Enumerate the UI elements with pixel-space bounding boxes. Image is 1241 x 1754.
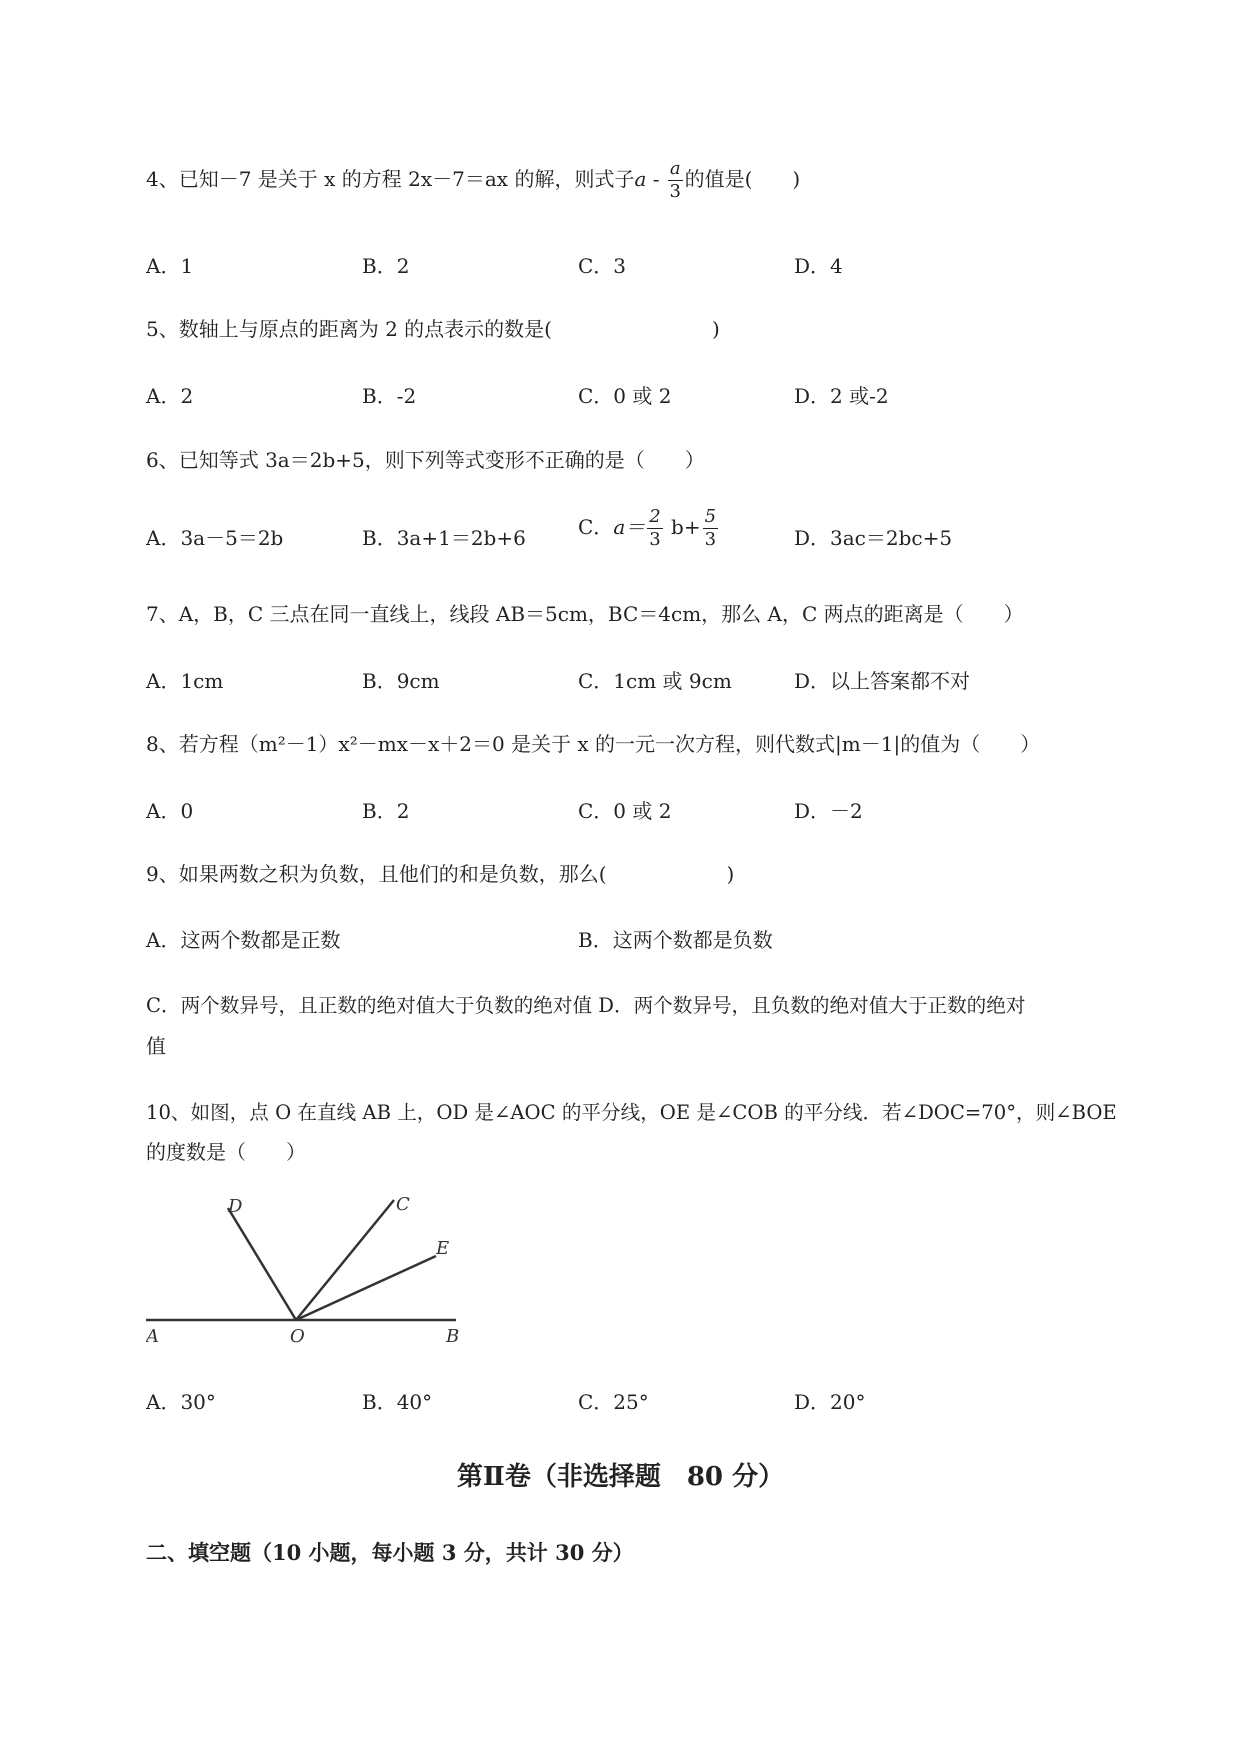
q10-option-a[interactable]: A．30° bbox=[146, 1390, 216, 1414]
angle-diagram bbox=[146, 1196, 466, 1346]
q6-option-c[interactable]: C．a＝ $\frac{2}{3}$ b+ $\frac{5}{3}$ bbox=[578, 506, 717, 550]
q5-option-b[interactable]: B．-2 bbox=[362, 384, 417, 408]
q6-option-d[interactable]: D．3ac＝2bc+5 bbox=[794, 526, 953, 550]
q5-option-c[interactable]: C．0 或 2 bbox=[578, 384, 672, 408]
ray-od bbox=[228, 1208, 296, 1320]
question-8-stem: 8、若方程（m²－1）x²－mx－x＋2＝0 是关于 x 的一元一次方程，则代数式|m－1|的值为（ ） bbox=[146, 732, 1041, 756]
q7-option-c[interactable]: C．1cm 或 9cm bbox=[578, 669, 732, 693]
question-10-stem-line2: 的度数是（ ） bbox=[146, 1140, 306, 1164]
label-b: B bbox=[446, 1326, 460, 1346]
section-2-title: 第Ⅱ卷（非选择题 80 分） bbox=[456, 1462, 785, 1492]
question-6-stem: 6、已知等式 3a＝2b+5，则下列等式变形不正确的是（ ） bbox=[146, 448, 705, 472]
label-d: D bbox=[228, 1196, 243, 1217]
question-9-stem: 9、如果两数之积为负数，且他们的和是负数，那么( ) bbox=[146, 862, 735, 886]
label-c: C bbox=[396, 1196, 410, 1215]
q10-option-d[interactable]: D．20° bbox=[794, 1390, 866, 1414]
q5-option-d[interactable]: D．2 或-2 bbox=[794, 384, 889, 408]
section-2-subtitle: 二、填空题（10 小题，每小题 3 分，共计 30 分） bbox=[146, 1540, 634, 1565]
q7-option-d[interactable]: D．以上答案都不对 bbox=[794, 669, 971, 693]
q4-option-a[interactable]: A．1 bbox=[146, 254, 194, 278]
angle-figure bbox=[146, 1196, 466, 1351]
question-4-stem: 4、已知－7 是关于 x 的方程 2x－7＝ax 的解，则式子a - $\frac{a}{3}$ 的值是( ) bbox=[146, 158, 801, 202]
q9-option-a[interactable]: A．这两个数都是正数 bbox=[146, 928, 341, 952]
q4-fraction: $\frac{a}{3}$ bbox=[669, 158, 681, 202]
q7-option-b[interactable]: B．9cm bbox=[362, 669, 440, 693]
q10-option-c[interactable]: C．25° bbox=[578, 1390, 649, 1414]
q9-option-cd-line2: 值 bbox=[146, 1034, 166, 1058]
q4-option-b[interactable]: B．2 bbox=[362, 254, 410, 278]
ray-oe bbox=[296, 1256, 436, 1320]
question-10-stem-line1: 10、如图，点 O 在直线 AB 上，OD 是∠AOC 的平分线，OE 是∠COB 的平分线．若∠DOC=70°，则∠BOE bbox=[146, 1101, 1117, 1124]
q4-expr-a: a bbox=[634, 167, 647, 191]
label-a: A bbox=[146, 1326, 159, 1346]
q8-option-c[interactable]: C．0 或 2 bbox=[578, 799, 672, 823]
question-5-stem: 5、数轴上与原点的距离为 2 的点表示的数是( ) bbox=[146, 317, 720, 341]
ray-oc bbox=[296, 1200, 394, 1320]
q6-fraction-2-3: $\frac{2}{3}$ bbox=[649, 506, 661, 550]
q4-option-c[interactable]: C．3 bbox=[578, 254, 627, 278]
q6-option-a[interactable]: A．3a－5＝2b bbox=[146, 526, 284, 550]
question-7-stem: 7、A，B，C 三点在同一直线上，线段 AB＝5cm，BC＝4cm，那么 A，C 两点的距离是（ ） bbox=[146, 602, 1024, 626]
label-e: E bbox=[436, 1238, 450, 1259]
q5-option-a[interactable]: A．2 bbox=[146, 384, 194, 408]
q6-fraction-5-3: $\frac{5}{3}$ bbox=[704, 506, 717, 550]
q6-option-b[interactable]: B．3a+1＝2b+6 bbox=[362, 526, 526, 550]
q8-option-d[interactable]: D．－2 bbox=[794, 799, 863, 823]
q4-option-d[interactable]: D．4 bbox=[794, 254, 843, 278]
q8-option-b[interactable]: B．2 bbox=[362, 799, 410, 823]
q10-option-b[interactable]: B．40° bbox=[362, 1390, 433, 1414]
label-o: O bbox=[290, 1326, 305, 1346]
q8-option-a[interactable]: A．0 bbox=[146, 799, 194, 823]
q7-option-a[interactable]: A．1cm bbox=[146, 669, 224, 693]
q9-option-b[interactable]: B．这两个数都是负数 bbox=[578, 928, 773, 952]
q9-option-cd-line1[interactable]: C．两个数异号，且正数的绝对值大于负数的绝对值 D．两个数异号，且负数的绝对值大于正数的绝对 bbox=[146, 994, 1026, 1017]
